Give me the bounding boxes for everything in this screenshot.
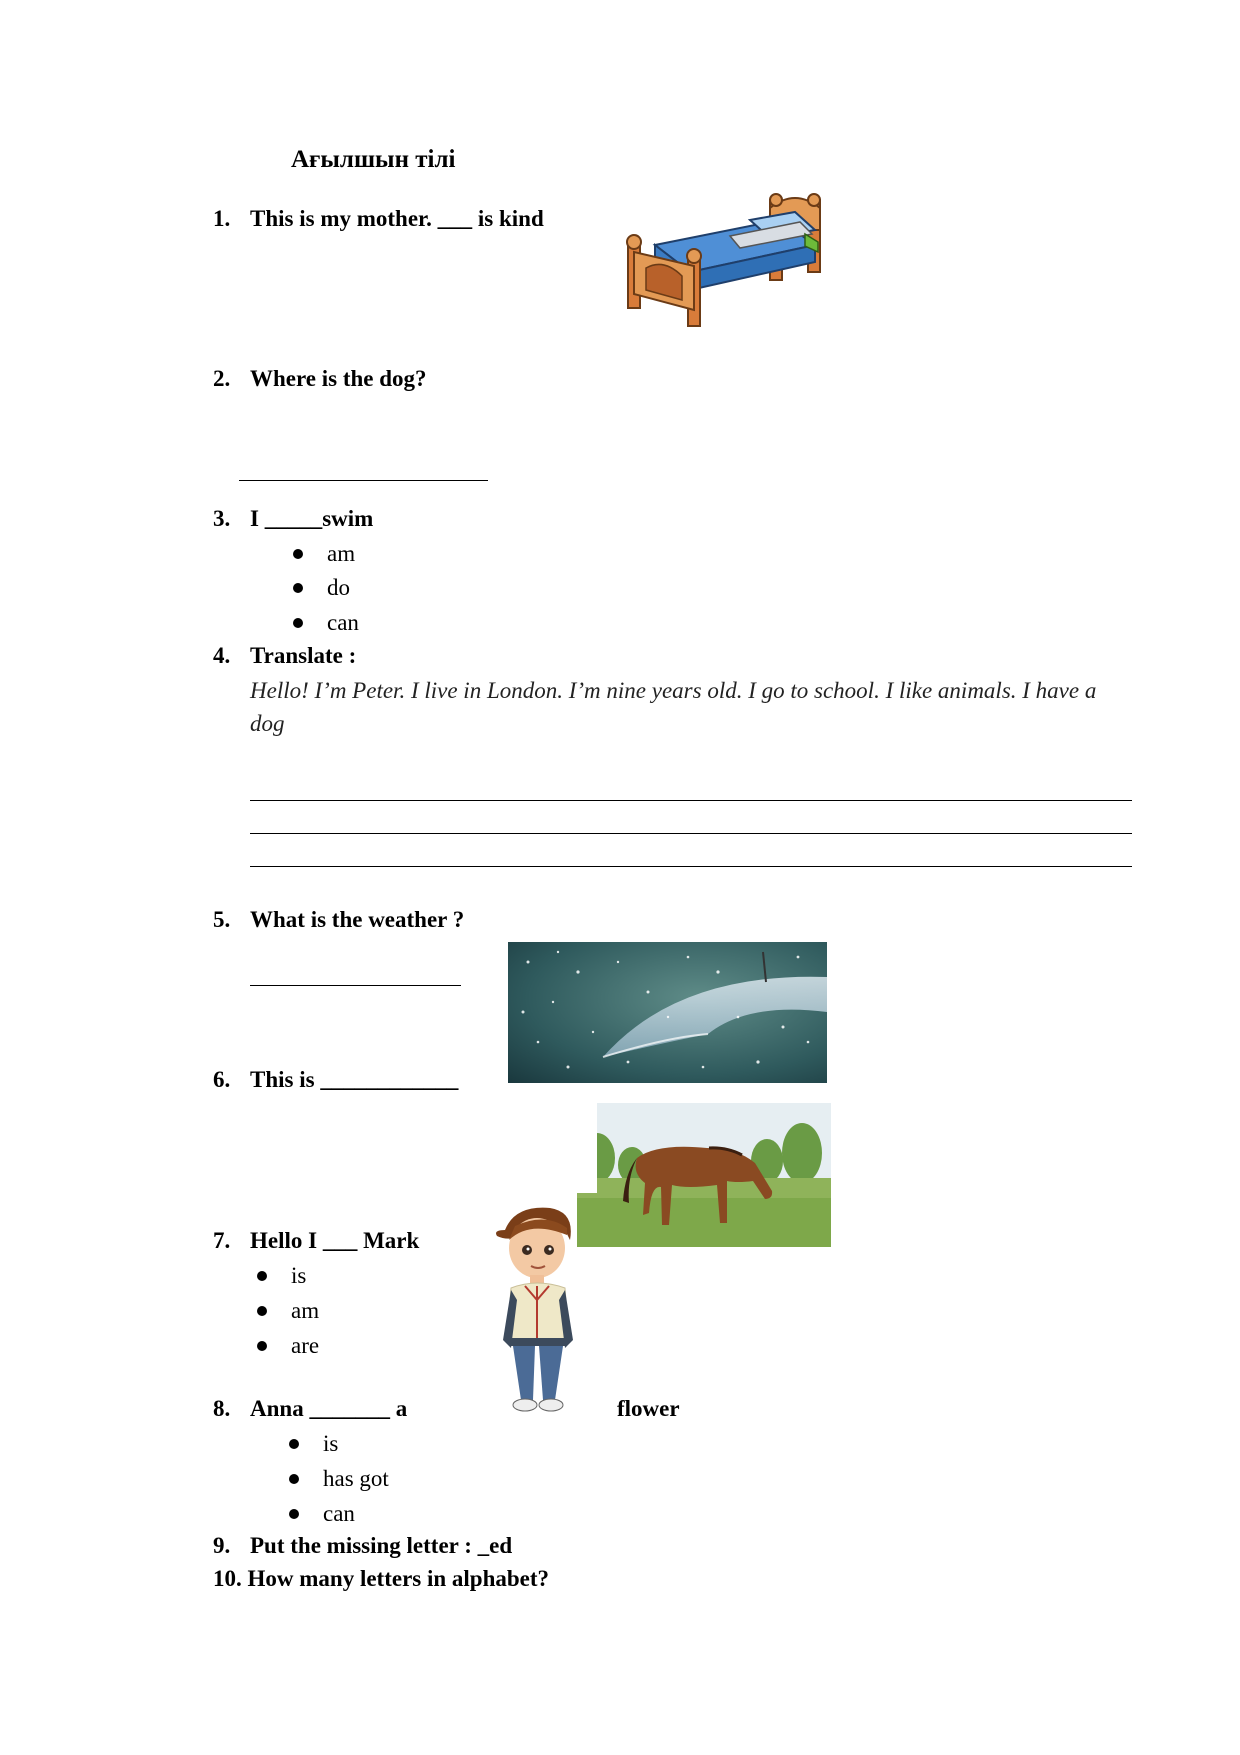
option-has-got[interactable] [289,1466,389,1492]
option-are[interactable] [257,1333,319,1359]
option-label: has got [323,1466,389,1491]
question-7 [213,1228,419,1254]
question-text: Hello I ___ Mark [250,1228,420,1253]
question-6 [213,1067,458,1093]
question-1 [213,206,544,232]
question-number: 1. [213,206,231,231]
translate-passage: Hello! I’m Peter. I live in London. I’m nine years old. I go to school. I like animals. I have a dog [250,678,1097,736]
option-can[interactable] [289,1501,355,1527]
bullet-icon [289,1509,299,1519]
cartoon-boy-image [475,1200,600,1420]
answer-line[interactable] [250,833,1132,834]
option-label: is [323,1431,339,1456]
bullet-icon [257,1341,267,1351]
question-number: 8. [213,1396,231,1421]
question-9 [213,1533,512,1559]
question-text: Put the missing letter : _ed [250,1533,513,1558]
bullet-icon [293,618,303,628]
bullet-icon [293,549,303,559]
bullet-icon [289,1474,299,1484]
horse-image [577,1103,831,1247]
question-number: 10. [213,1566,242,1591]
option-is[interactable] [257,1263,306,1289]
question-text: I _____swim [250,506,374,531]
question-number: 7. [213,1228,231,1253]
question-number: 4. [213,643,231,668]
question-number: 3. [213,506,231,531]
option-label: are [291,1333,320,1358]
question-text: Translate : [250,643,357,668]
umbrella-rain-image [508,942,827,1083]
question-2 [213,366,427,392]
answer-line[interactable] [250,866,1132,867]
bed-image [620,190,825,330]
question-number: 2. [213,366,231,391]
option-label: can [323,1501,355,1526]
question-text: How many letters in alphabet? [247,1566,550,1591]
option-label: am [327,541,356,566]
answer-line[interactable] [239,480,488,481]
option-label: am [291,1298,320,1323]
question-10 [213,1566,549,1592]
bullet-icon [293,583,303,593]
question-3 [213,506,373,532]
option-can[interactable] [293,610,359,636]
page-title: Ағылшын тілі [291,146,456,173]
question-number: 6. [213,1067,231,1092]
question-number: 9. [213,1533,231,1558]
option-is[interactable] [289,1431,338,1457]
question-text: Where is the dog? [250,366,427,391]
bullet-icon [257,1271,267,1281]
question-4 [213,643,356,669]
option-am[interactable] [293,541,355,567]
option-label: can [327,610,359,635]
answer-line[interactable] [250,985,461,986]
question-number: 5. [213,907,231,932]
option-label: do [327,575,350,600]
question-text: This is ____________ [250,1067,459,1092]
bullet-icon [289,1439,299,1449]
question-8-trailing: flower [617,1396,680,1421]
question-text: Anna _______ a [250,1396,408,1421]
question-text: This is my mother. ___ is kind [250,206,544,231]
option-do[interactable] [293,575,350,601]
answer-line[interactable] [250,800,1132,801]
option-am[interactable] [257,1298,319,1324]
question-text: What is the weather ? [250,907,465,932]
question-8 [213,1396,407,1422]
question-5 [213,907,464,933]
bullet-icon [257,1306,267,1316]
option-label: is [291,1263,307,1288]
